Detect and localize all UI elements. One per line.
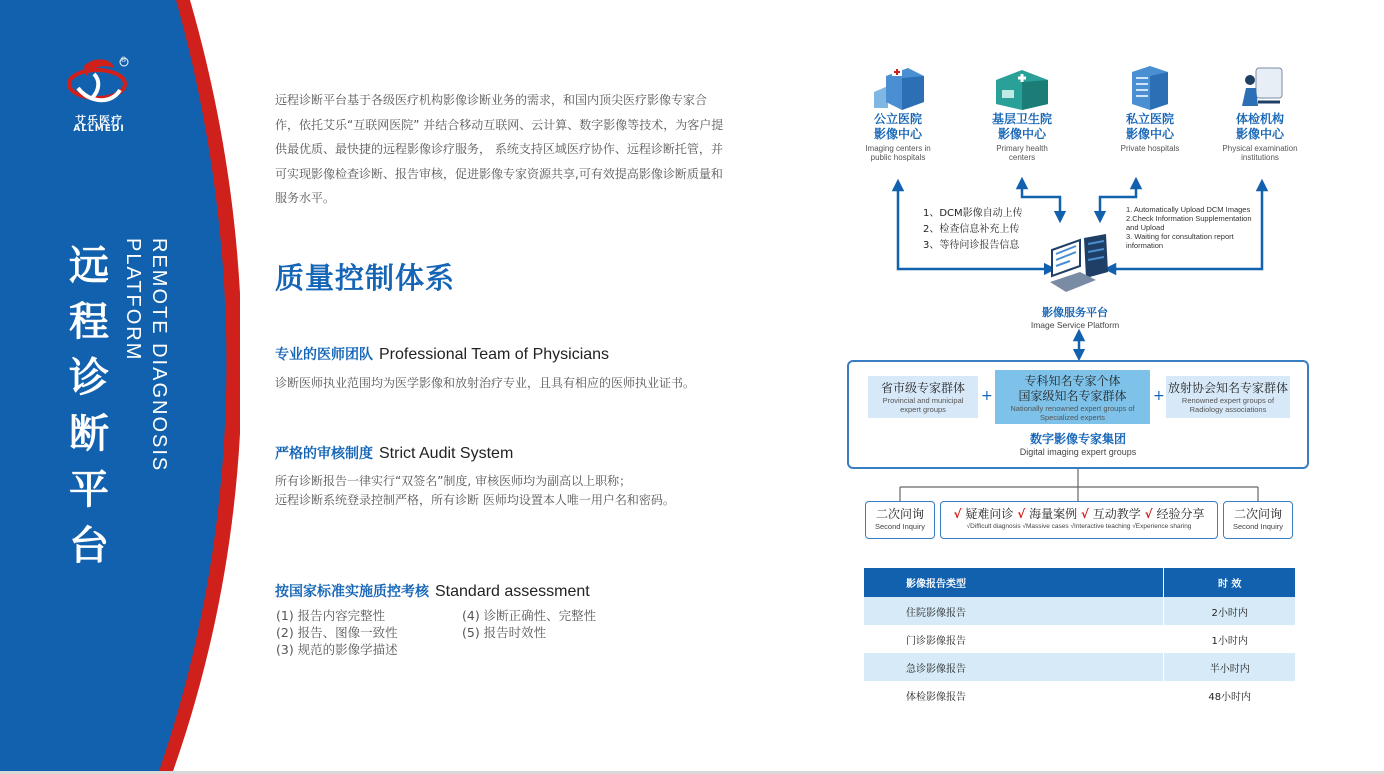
quality-title: 质量控制体系 [275,261,456,295]
expert-group-national: 专科知名专家个体 国家级知名专家群体 Nationally renowned expert groups of Specialized experts [995,370,1150,424]
table-row [864,625,1295,653]
criteria-list-right: (4) 诊断正确性、完整性 (5) 报告时效性 [462,608,597,640]
table-header-row [864,568,1295,597]
registered-mark: ® [120,56,127,64]
services-box: √ 疑难问诊 √ 海量案例 √ 互动教学 √ 经验分享 √Difficult diagnosis √Massive cases √Interactive teaching √Experience sharing [940,501,1218,539]
table-cell: 1小时内 [1164,625,1295,653]
upload-steps-en: 1. Automatically Upload DCM Images 2.Check Information Supplementation and Upload 3. Waiting for consultation report information [1126,205,1252,250]
banner-title-cn: 远 程 诊 断 平 台 [69,243,109,569]
table-cell: 2小时内 [1164,597,1295,625]
table-row [864,597,1295,625]
plus-sign: + [1153,388,1165,404]
table-cell: 48小时内 [1164,681,1295,709]
table-cell: 体检影像报告 [864,681,1164,709]
table-cell: 门诊影像报告 [864,625,1164,653]
institution-exam: 体检机构 影像中心 Physical examination institutions [1222,112,1298,162]
section-body-physicians: 诊断医师执业范围均为医学影像和放射治疗专业，且具有相应的医师执业证书。 [275,376,696,390]
table-cell: 住院影像报告 [864,597,1164,625]
institution-private: 私立医院 影像中心 Private hospitals [1120,112,1180,153]
criteria-list-left: (1) 报告内容完整性 (2) 报告、图像一致性 (3) 规范的影像学描述 [276,608,398,657]
table-cell: 急诊影像报告 [864,653,1164,681]
table-header: 时 效 [1164,568,1295,597]
institution-primary: 基层卫生院 影像中心 Primary health centers [991,112,1052,162]
public-hospital-icon [868,62,928,110]
table-row [864,681,1295,709]
exam-center-icon [1236,62,1286,110]
section-title-audit: 严格的审核制度 Strict Audit System [275,445,514,462]
expert-group-provincial: 省市级专家群体 Provincial and municipal expert groups [868,376,978,418]
intro-paragraph: 远程诊断平台基于各级医疗机构影像诊断业务的需求，和国内顶尖医疗影像专家合作，依托艾乐“互联网医院” 并结合移动互联网、云计算、数字影像等技术，为客户提供最优质、最快捷的远程影像诊疗服务， 系统支持区域医疗协作、远程诊断托管，并可实现影像检查诊断、报告审核，促进影像专家资源共享,可有效提高影像诊断质量和服务水平。 [275,93,724,205]
section-title-assessment: 按国家标准实施质控考核 Standard assessment [275,583,590,600]
image-service-platform: 影像服务平台 Image Service Platform [1030,306,1120,330]
plus-sign: + [981,388,993,404]
section-title-physicians: 专业的医师团队 Professional Team of Physicians [275,346,610,363]
second-inquiry-right: 二次问询 Second Inquiry [1223,501,1293,539]
tree-connector [880,469,1280,503]
brand-name-en: ALLMEDI [73,124,125,134]
table-header: 影像报告类型 [864,568,1164,597]
banner-title-en: REMOTE DIAGNOSIS PLATFORM [122,238,170,473]
table-cell: 半小时内 [1164,653,1295,681]
second-inquiry-left: 二次问询 Second Inquiry [865,501,935,539]
clinic-icon [992,62,1052,110]
institution-public: 公立医院 影像中心 Imaging centers in public hospitals [865,112,931,162]
brand-name-cn: 艾乐医疗 [75,114,123,127]
report-timeliness-table [864,568,1295,709]
expert-group-radiology: 放射协会知名专家群体 Renowned expert groups of Radiology associations [1166,376,1290,418]
table-row [864,653,1295,681]
section-body-audit: 所有诊断报告一律实行“双签名”制度, 审核医师均为副高以上职称； 远程诊断系统登录控制严格，所有诊断 医师均设置本人唯一用户名和密码。 [275,474,675,507]
workstation-icon [1046,232,1112,294]
private-hospital-icon [1128,62,1172,110]
digital-expert-groups: 数字影像专家集团 Digital imaging expert groups [1019,432,1137,457]
upload-steps-cn: 1、DCM影像自动上传 2、检查信息补充上传 3、等待问诊报告信息 [923,208,1023,251]
